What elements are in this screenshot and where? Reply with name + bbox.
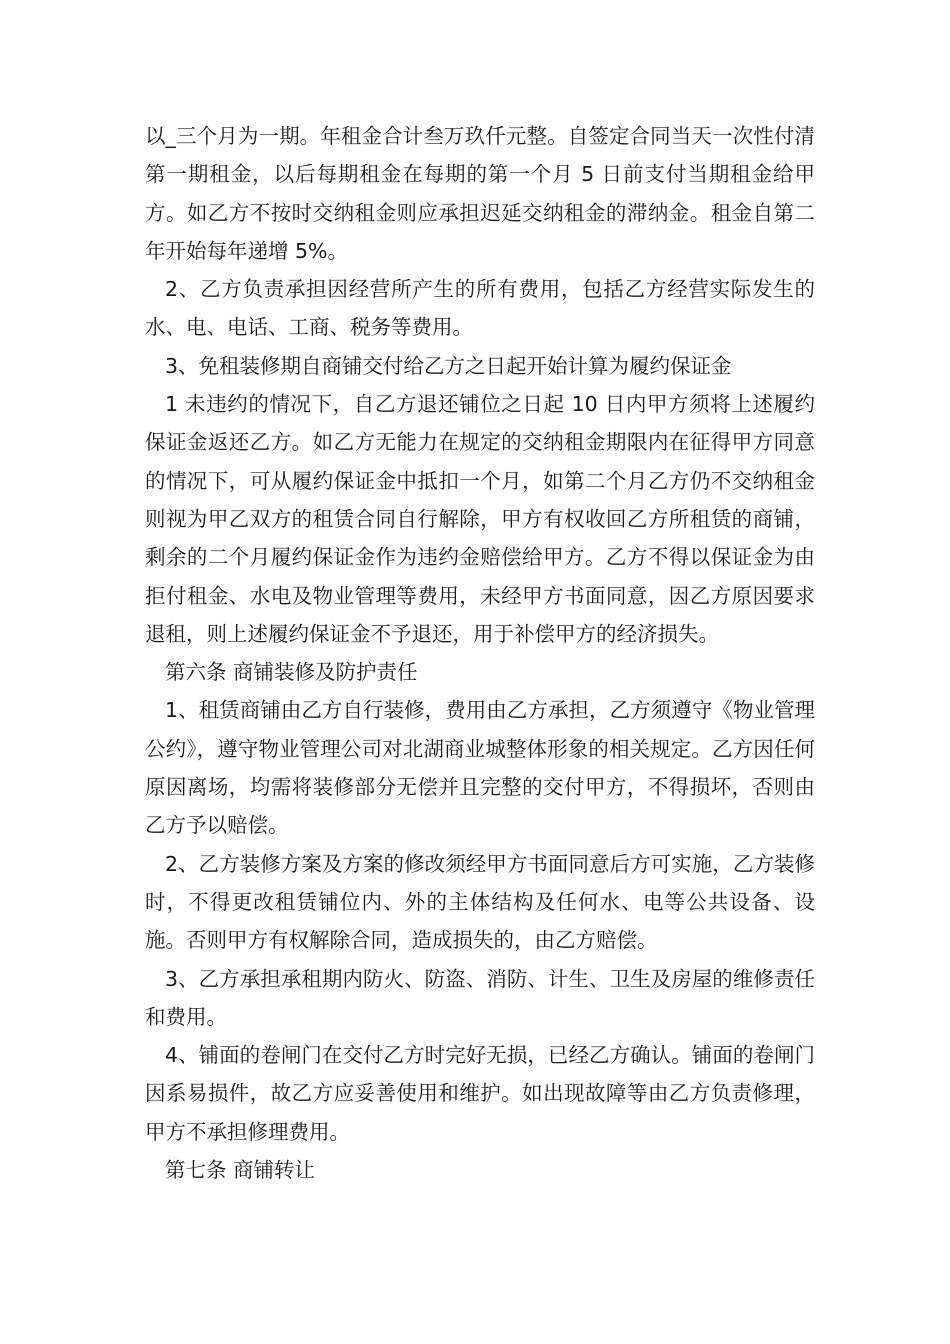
article-6-item-4: 4、铺面的卷闸门在交付乙方时完好无损，已经乙方确认。铺面的卷闸门因系易损件，故乙方应妥善使用和维护。如出现故障等由乙方负责修理，甲方不承担修理费用。 bbox=[145, 1043, 815, 1144]
article-6-heading: 第六条 商铺装修及防护责任 bbox=[165, 660, 418, 685]
article-6-item-2: 2、乙方装修方案及方案的修改须经甲方书面同意后方可实施，乙方装修时，不得更改租赁铺位内、外的主体结构及任何水、电等公共设备、设施。否则甲方有权解除合同，造成损失的，由乙方赔偿。 bbox=[145, 851, 815, 953]
paragraph-deposit-terms: 1 未违约的情况下，自乙方退还铺位之日起 10 日内甲方须将上述履约保证金返还乙方。如乙方无能力在规定的交纳租金期限内在征得甲方同意的情况下，可从履约保证金中抵扣一个月，如第二个月乙方仍不交纳租金则视为甲乙双方的租赁合同自行解除，甲方有权收回乙方所租赁的商铺，剩余的二个月履约保证金作为违约金赔偿给甲方。乙方不得以保证金为由拒付租金、水电及物业管理等费用，未经甲方书面同意，因乙方原因要求退租，则上述履约保证金不予退还，用于补偿甲方的经济损失。 bbox=[145, 392, 815, 646]
article-6-item-1: 1、租赁商铺由乙方自行装修，费用由乙方承担，乙方须遵守《物业管理公约》，遵守物业管理公司对北湖商业城整体形象的相关规定。乙方因任何原因离场，均需将装修部分无偿并且完整的交付甲方，不得损坏，否则由乙方予以赔偿。 bbox=[145, 698, 815, 838]
article-6-item-3: 3、乙方承担承租期内防火、防盗、消防、计生、卫生及房屋的维修责任和费用。 bbox=[145, 966, 815, 1029]
paragraph-rent-payment: 以_三个月为一期。年租金合计叁万玖仟元整。自签定合同当天一次性付清第一期租金，以后每期租金在每期的第一个月 5 日前支付当期租金给甲方。如乙方不按时交纳租金则应承担迟延交纳租金的滞纳金。租金自第二年开始每年递增 5%。 bbox=[145, 124, 815, 263]
document-body bbox=[145, 117, 815, 1189]
article-7-heading: 第七条 商铺转让 bbox=[165, 1158, 316, 1183]
paragraph-item-2-expenses: 2、乙方负责承担因经营所产生的所有费用，包括乙方经营实际发生的水、电、电话、工商、税务等费用。 bbox=[145, 277, 815, 340]
paragraph-item-3-deposit: 3、免租装修期自商铺交付给乙方之日起开始计算为履约保证金 bbox=[165, 353, 732, 378]
